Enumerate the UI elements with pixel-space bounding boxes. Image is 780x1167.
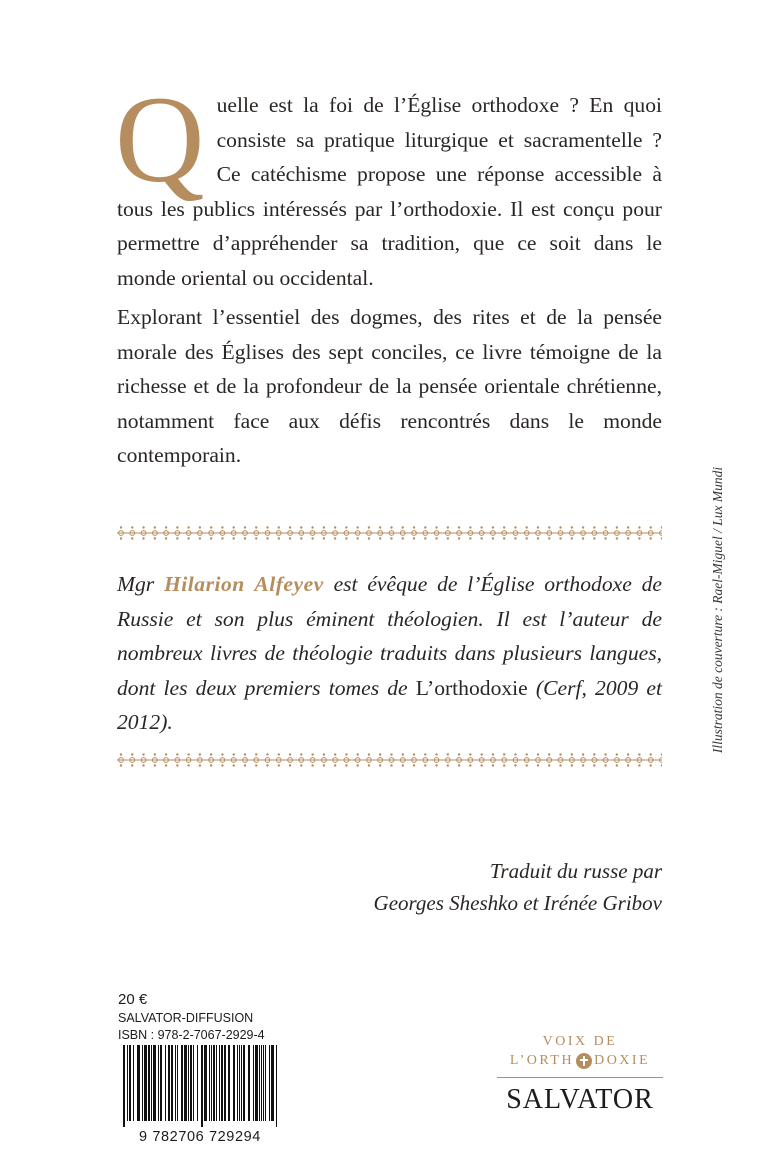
barcode-bar <box>184 1045 187 1121</box>
author-name: Hilarion Alfeyev <box>164 572 324 596</box>
barcode-bar <box>219 1045 220 1121</box>
isbn: ISBN : 978-2-7067-2929-4 <box>118 1028 265 1042</box>
barcode-bar <box>153 1045 156 1121</box>
barcode-bar <box>211 1045 212 1121</box>
barcode-bar <box>224 1045 226 1121</box>
collection-name-line-2 <box>495 1051 665 1071</box>
book-title: L’orthodoxie <box>415 675 528 700</box>
cross-icon <box>576 1053 592 1069</box>
barcode-bar <box>239 1045 240 1121</box>
blurb-text-1: uelle est la foi de l’Église orthodoxe ? En quoi consiste sa pratique liturgique et sacramentelle ? Ce catéchisme propose une réponse accessible à tous les publics intéressés par l’orthodoxie. Il est conçu pour permettre d’appréhender sa tradition, que ce soit dans le monde oriental ou occidental. <box>117 93 662 290</box>
barcode-bar <box>233 1045 235 1121</box>
barcode-bar <box>160 1045 162 1121</box>
barcode-bar <box>204 1045 207 1121</box>
barcode-bar <box>158 1045 159 1121</box>
collection-name-right: DOXIE <box>594 1053 651 1068</box>
barcode-bar <box>237 1045 238 1121</box>
logo-divider <box>497 1077 663 1078</box>
barcode-bar <box>201 1045 203 1127</box>
barcode-bar <box>276 1045 277 1127</box>
distributor: SALVATOR-DIFFUSION <box>118 1011 254 1025</box>
barcode-bar <box>188 1045 189 1121</box>
publisher-logo <box>495 1033 665 1116</box>
barcode-bar <box>127 1045 128 1121</box>
barcode-bar <box>263 1045 264 1121</box>
barcode-bar <box>123 1045 125 1127</box>
barcode-bar <box>133 1045 134 1121</box>
barcode-bar <box>271 1045 274 1121</box>
barcode-digits: 9 782706 729294 <box>139 1129 261 1145</box>
translation-line-1: Traduit du russe par <box>489 859 662 883</box>
barcode-bar <box>137 1045 140 1121</box>
barcode-bar <box>129 1045 131 1121</box>
barcode-bar <box>228 1045 230 1121</box>
barcode-bar <box>177 1045 178 1121</box>
bio-prefix: Mgr <box>117 572 155 596</box>
collection-name-left: L’ORTH <box>509 1053 575 1068</box>
translation-line-2: Georges Sheshko et Irénée Gribov <box>373 891 662 915</box>
barcode-bar <box>255 1045 258 1121</box>
barcode-bar <box>261 1045 262 1121</box>
barcode-bar <box>193 1045 194 1121</box>
collection-name-line-1: VOIX DE <box>542 1034 618 1049</box>
barcode-bar <box>168 1045 170 1121</box>
drop-cap-letter: Q <box>115 71 205 208</box>
barcode-bar <box>142 1045 143 1121</box>
bio-text-2: (Cerf, 2009 et 2012). <box>117 675 662 735</box>
barcode-bar <box>269 1045 270 1121</box>
ornament-divider-top <box>117 525 662 541</box>
barcode-bars <box>123 1045 277 1127</box>
publisher-name: SALVATOR <box>506 1084 654 1115</box>
barcode-bar <box>209 1045 210 1121</box>
barcode-bar <box>265 1045 266 1121</box>
barcode-bar <box>165 1045 166 1121</box>
price: 20 € <box>118 991 148 1008</box>
illustration-credit <box>705 445 731 775</box>
bio-text-1: est évêque de l’Église orthodoxe de Russie et son plus éminent théologien. Il est l’auteur de nombreux livres de théologie traduits dans plusieurs langues, dont les deux premiers tomes de <box>117 572 662 700</box>
barcode-bar <box>175 1045 176 1121</box>
price-isbn-block <box>118 990 265 1044</box>
barcode-bar <box>151 1045 152 1121</box>
barcode-bar <box>241 1045 242 1121</box>
barcode-bar <box>253 1045 254 1121</box>
barcode-bar <box>216 1045 217 1121</box>
barcode-bar <box>144 1045 147 1121</box>
author-bio <box>117 567 662 740</box>
barcode-bar <box>190 1045 192 1121</box>
barcode-bar <box>197 1045 198 1121</box>
barcode-bar <box>259 1045 260 1121</box>
barcode-bar <box>181 1045 183 1121</box>
barcode-bar <box>221 1045 223 1121</box>
translation-credit <box>300 855 662 919</box>
blurb-paragraph-2: Explorant l’essentiel des dogmes, des rites et de la pensée morale des Églises des sept conciles, ce livre témoigne de la richesse et de la profondeur de la pensée orientale chrétienne, notamment face aux défis rencontrés dans le monde contemporain. <box>117 305 662 468</box>
barcode-bar <box>148 1045 150 1121</box>
barcode-bar <box>243 1045 245 1121</box>
barcode <box>117 1045 283 1145</box>
blurb-paragraph-1 <box>115 71 662 296</box>
illustration-credit-text: Illustration de couverture : Rael-Miguel / Lux Mundi <box>710 466 725 754</box>
ornament-divider-bottom <box>117 752 662 768</box>
barcode-bar <box>213 1045 215 1121</box>
barcode-bar <box>171 1045 173 1121</box>
barcode-bar <box>248 1045 250 1121</box>
